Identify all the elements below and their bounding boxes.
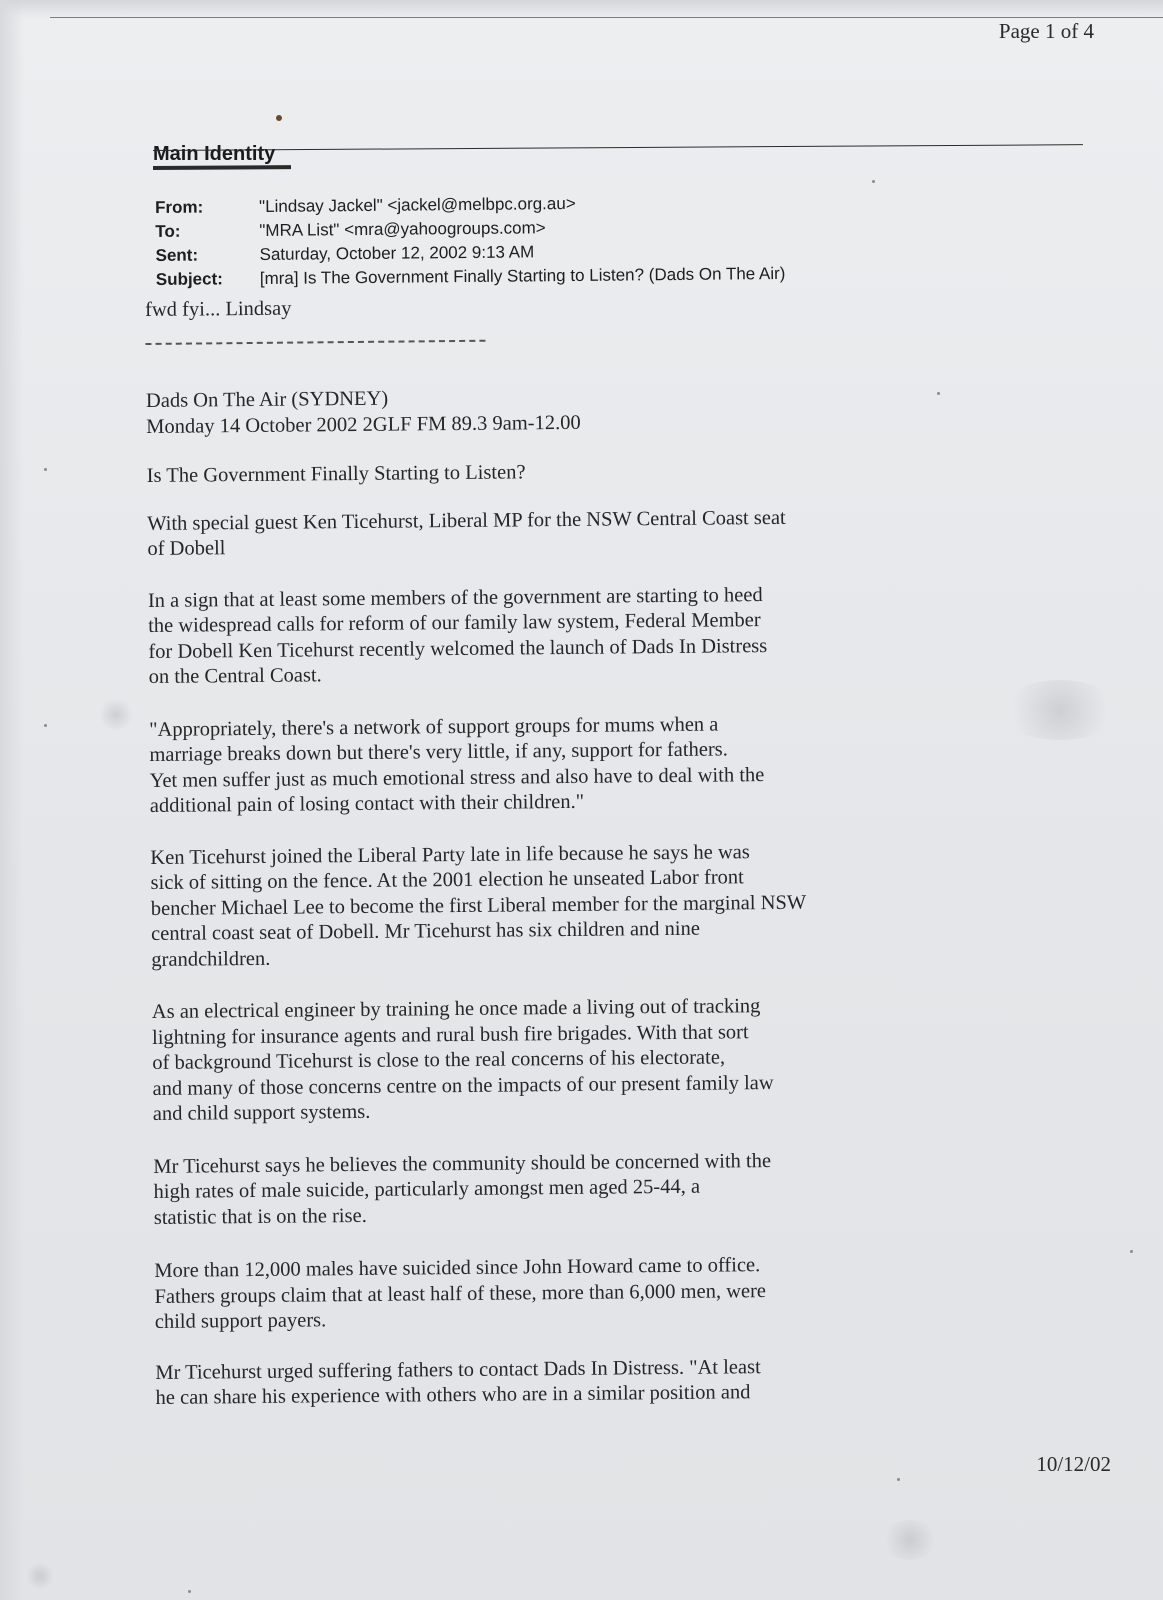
paragraph-line: As an electrical engineer by training he once made a living out of tracking	[151, 995, 761, 1023]
header-from-label: From:	[155, 197, 204, 217]
paragraph-urge	[155, 1353, 915, 1411]
identity-rule	[153, 144, 1083, 151]
paragraph-biography	[150, 838, 911, 973]
header-sent-label: Sent:	[155, 245, 199, 265]
scan-top-edge	[0, 0, 1163, 18]
paragraph-line: statistic that is on the rise.	[153, 1204, 367, 1229]
paragraph-line: marriage breaks down but there's very little, if any, support for fathers.	[149, 738, 728, 766]
scan-speck	[872, 180, 875, 183]
scan-smudge	[98, 700, 134, 730]
scan-left-edge	[0, 0, 24, 1600]
paragraph-line: central coast seat of Dobell. Mr Ticehurst has six children and nine	[150, 917, 701, 945]
paragraph-line: and child support systems.	[152, 1100, 371, 1125]
paragraph-line: Fathers groups claim that at least half of these, more than 6,000 men, were	[154, 1279, 767, 1308]
footer-date: 10/12/02	[1036, 1452, 1111, 1476]
paragraph-line: More than 12,000 males have suicided since John Howard came to office.	[154, 1254, 761, 1282]
header-subject-label: Subject:	[155, 269, 223, 289]
identity-underline	[153, 165, 291, 170]
forward-note: fwd fyi... Lindsay	[145, 297, 292, 321]
email-body	[145, 291, 916, 1412]
header-from-value: "Lindsay Jackel" <jackel@melbpc.org.au>	[259, 193, 576, 217]
header-to-value: "MRA List" <mra@yahoogroups.com>	[259, 218, 546, 240]
show-time: Monday 14 October 2002 2GLF FM 89.3 9am-12.00	[146, 411, 581, 438]
paragraph-line: Mr Ticehurst urged suffering fathers to contact Dads In Distress. "At least	[155, 1355, 761, 1384]
paragraph-line: lightning for insurance agents and rural bush fire brigades. With that sort	[151, 1020, 749, 1049]
scan-speck	[188, 1590, 191, 1593]
header-sent-value: Saturday, October 12, 2002 9:13 AM	[259, 242, 535, 264]
paragraph-line: of Dobell	[147, 537, 226, 560]
header-subject	[156, 262, 786, 292]
scan-top-edge-line	[50, 17, 1163, 18]
paragraph-line: and many of those concerns centre on the impacts of our present family law	[152, 1071, 774, 1100]
paragraph-line: sick of sitting on the fence. At the 2001 election he unseated Labor front	[150, 866, 744, 894]
paragraph-statistics	[154, 1252, 915, 1336]
paragraph-line: In a sign that at least some members of the government are starting to heed	[147, 583, 763, 612]
paragraph-line: bencher Michael Lee to become the first Liberal member for the marginal NSW	[150, 891, 807, 920]
email-headers	[155, 190, 786, 292]
paragraph-line: for Dobell Ken Ticehurst recently welcomed the launch of Dads In Distress	[148, 634, 768, 663]
ink-dot	[276, 115, 282, 121]
paragraph-line: With special guest Ken Ticehurst, Liberal MP for the NSW Central Coast seat	[147, 506, 786, 535]
paragraph-line: Mr Ticehurst says he believes the community should be concerned with the	[153, 1149, 772, 1178]
paragraph-line: Ken Ticehurst joined the Liberal Party late in life because he says he was	[150, 840, 750, 869]
show-title: Dads On The Air (SYDNEY)	[145, 387, 389, 412]
scan-speck	[937, 392, 940, 395]
paragraph-line: high rates of male suicide, particularly amongst men aged 25-44, a	[153, 1175, 701, 1203]
paragraph-guest	[147, 504, 907, 562]
scan-speck	[1130, 1250, 1133, 1253]
paragraph-sign	[148, 581, 909, 690]
dashed-separator	[145, 340, 485, 345]
header-to-label: To:	[155, 221, 181, 241]
paragraph-line: Yet men suffer just as much emotional stress and also have to deal with the	[149, 763, 765, 792]
paragraph-line: "Appropriately, there's a network of support groups for mums when a	[149, 713, 719, 741]
paragraph-line: child support payers.	[154, 1309, 327, 1333]
paragraph-line: the widespread calls for reform of our family law system, Federal Member	[148, 609, 761, 637]
scan-smudge	[880, 1520, 940, 1560]
scan-speck	[44, 724, 47, 727]
identity-title: Main Identity	[153, 143, 276, 165]
paragraph-line: additional pain of losing contact with their children."	[149, 790, 585, 817]
paragraph-line: grandchildren.	[151, 947, 271, 971]
paragraph-line: on the Central Coast.	[148, 664, 322, 688]
scan-speck	[897, 1478, 900, 1481]
headline: Is The Government Finally Starting to Listen?	[146, 461, 526, 487]
scan-smudge	[1000, 680, 1120, 740]
page-number: Page 1 of 4	[998, 19, 1094, 43]
paragraph-engineer	[152, 993, 913, 1128]
paragraph-line: of background Ticehurst is close to the real concerns of his electorate,	[152, 1046, 726, 1074]
scan-smudge	[26, 1562, 54, 1590]
scan-speck	[44, 468, 47, 471]
paragraph-line: he can share his experience with others who are in a similar position and	[155, 1381, 751, 1409]
show-info	[146, 382, 906, 440]
paragraph-suicide	[153, 1147, 914, 1231]
paragraph-quote	[149, 710, 910, 819]
header-subject-value: [mra] Is The Government Finally Starting to Listen? (Dads On The Air)	[259, 263, 786, 288]
